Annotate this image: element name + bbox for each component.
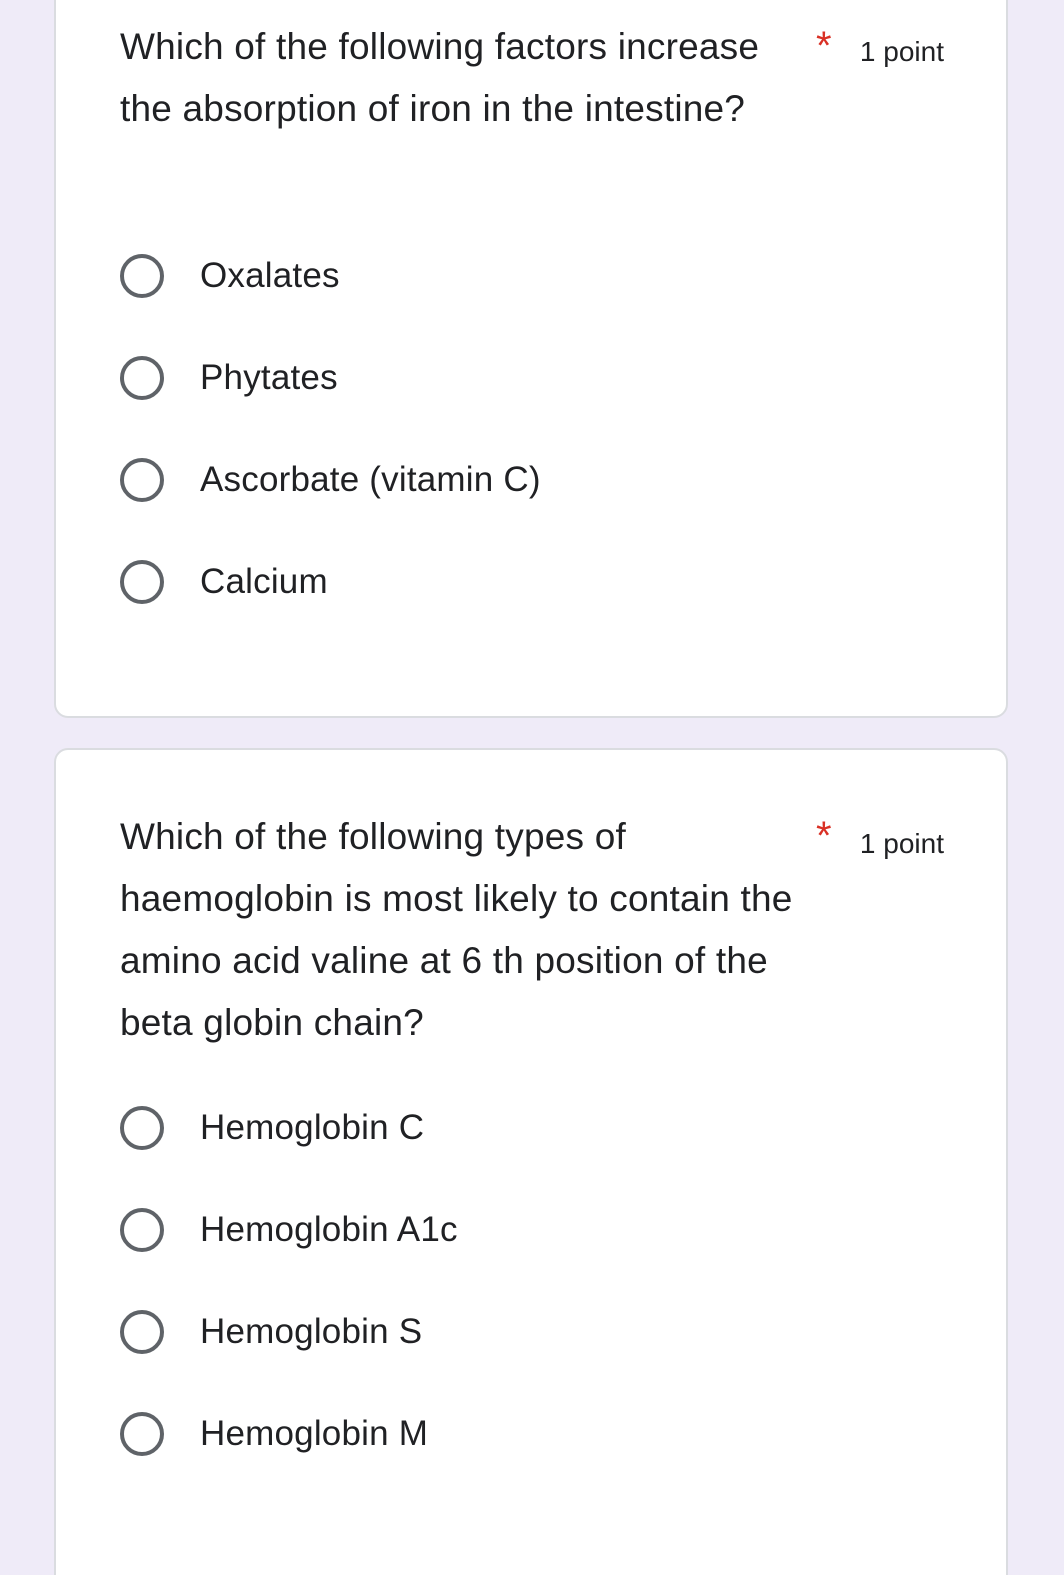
option-label: Hemoglobin S — [200, 1312, 423, 1351]
option-hemoglobin-m[interactable] — [120, 1404, 428, 1464]
option-label: Hemoglobin C — [200, 1108, 425, 1147]
option-calcium[interactable] — [120, 552, 328, 612]
radio-button[interactable] — [120, 1208, 164, 1252]
option-hemoglobin-c[interactable] — [120, 1098, 424, 1158]
option-phytates[interactable] — [120, 348, 338, 408]
required-asterisk: * — [816, 24, 832, 68]
question-card-iron-absorption — [54, 0, 1008, 718]
option-label: Phytates — [200, 358, 338, 397]
option-oxalates[interactable] — [120, 246, 340, 306]
question-points: 1 point — [859, 36, 944, 67]
option-hemoglobin-s[interactable] — [120, 1302, 422, 1362]
question-card-haemoglobin — [54, 748, 1008, 1575]
question-text: Which of the following factors increase the absorption of iron in the intestine? — [120, 26, 760, 129]
radio-button[interactable] — [120, 1106, 164, 1150]
radio-button[interactable] — [120, 1412, 164, 1456]
option-label: Ascorbate (vitamin C) — [200, 460, 541, 499]
option-label: Hemoglobin A1c — [200, 1210, 458, 1249]
question-points: 1 point — [859, 828, 944, 859]
radio-button[interactable] — [120, 458, 164, 502]
question-text: Which of the following types of haemoglobin is most likely to contain the amino acid valine at 6 th position of the beta globin chain? — [120, 816, 793, 1043]
radio-button[interactable] — [120, 254, 164, 298]
option-label: Calcium — [200, 562, 328, 601]
radio-button[interactable] — [120, 560, 164, 604]
option-hemoglobin-a1c[interactable] — [120, 1200, 458, 1260]
option-ascorbate[interactable] — [120, 450, 541, 510]
radio-button[interactable] — [120, 1310, 164, 1354]
option-label: Hemoglobin M — [200, 1414, 429, 1453]
radio-button[interactable] — [120, 356, 164, 400]
required-asterisk: * — [816, 814, 832, 858]
option-label: Oxalates — [200, 256, 340, 295]
